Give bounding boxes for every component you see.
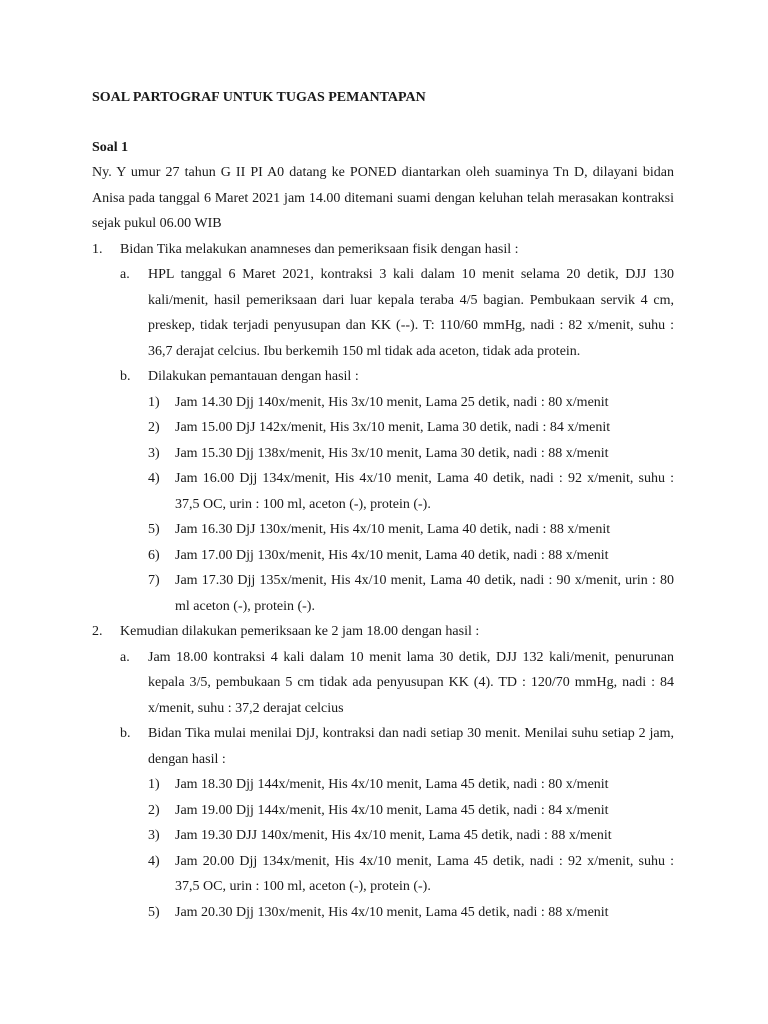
list-marker: b. [120, 369, 131, 384]
sub-item [92, 262, 674, 364]
list-marker: 1) [148, 394, 160, 410]
list-marker: a. [120, 267, 130, 282]
sub-item [92, 364, 674, 390]
observation-item [92, 390, 674, 416]
case-intro: Ny. Y umur 27 tahun G II PI A0 datang ke PONED diantarkan oleh suaminya Tn D, dilayani bidan Anisa pada tanggal 6 Maret 2021 jam 14.00 ditemani suami dengan keluhan telah merasakan kontraksi sejak pukul 06.00 WIB [92, 165, 674, 231]
list-text: Kemudian dilakukan pemeriksaan ke 2 jam 18.00 dengan hasil : [120, 624, 480, 639]
question-item [92, 619, 674, 645]
list-marker: 4) [148, 853, 160, 869]
soal-heading: Soal 1 [92, 140, 129, 155]
list-text: Jam 19.00 Djj 144x/menit, His 4x/10 menit, Lama 45 detik, nadi : 84 x/menit [175, 802, 609, 818]
observation-item [92, 568, 674, 619]
list-text: Jam 16.30 DjJ 130x/menit, His 4x/10 menit, Lama 40 detik, nadi : 88 x/menit [175, 522, 611, 537]
list-marker: b. [120, 726, 131, 741]
observation-item [92, 517, 674, 543]
list-marker: 2. [92, 624, 103, 639]
list-text: Jam 16.00 Djj 134x/menit, His 4x/10 menit, Lama 40 detik, nadi : 92 x/menit, suhu : 37,5 OC, urin : 100 ml, aceton (-), protein (-). [175, 471, 674, 512]
observation-item [92, 543, 674, 569]
list-text: Jam 14.30 Djj 140x/menit, His 3x/10 menit, Lama 25 detik, nadi : 80 x/menit [175, 394, 609, 410]
list-marker: 1) [148, 777, 160, 792]
list-text: Jam 18.30 Djj 144x/menit, His 4x/10 menit, Lama 45 detik, nadi : 80 x/menit [175, 777, 609, 792]
observation-item [92, 849, 674, 900]
list-marker: 4) [148, 471, 160, 486]
list-text: Jam 20.30 Djj 130x/menit, His 4x/10 menit, Lama 45 detik, nadi : 88 x/menit [175, 904, 609, 920]
list-text: Jam 15.30 Djj 138x/menit, His 3x/10 menit, Lama 30 detik, nadi : 88 x/menit [175, 445, 609, 461]
list-marker: 3) [148, 828, 160, 843]
sub-item [92, 645, 674, 722]
list-text: Jam 17.00 Djj 130x/menit, His 4x/10 menit, Lama 40 detik, nadi : 88 x/menit [175, 547, 609, 563]
observation-item [92, 772, 674, 798]
document-body [92, 86, 674, 925]
list-text: HPL tanggal 6 Maret 2021, kontraksi 3 kali dalam 10 menit selama 20 detik, DJJ 130 kali/menit, hasil pemeriksaan dari luar kepala teraba 4/5 bagian. Pembukaan servik 4 cm, preskep, tidak terjadi penyusupan dan KK (--). T: 110/60 mmHg, nadi : 82 x/menit, suhu : 36,7 derajat celcius. Ibu berkemih 150 ml tidak ada aceton, tidak ada protein. [148, 267, 674, 359]
observation-item [92, 441, 674, 467]
list-marker: 5) [148, 522, 160, 537]
observation-item [92, 798, 674, 824]
list-marker: 3) [148, 445, 160, 461]
list-marker: 6) [148, 547, 160, 563]
list-text: Bidan Tika melakukan anamneses dan pemeriksaan fisik dengan hasil : [120, 241, 519, 257]
document-title: SOAL PARTOGRAF UNTUK TUGAS PEMANTAPAN [92, 90, 426, 105]
list-marker: 1. [92, 241, 103, 257]
list-text: Jam 19.30 DJJ 140x/menit, His 4x/10 menit, Lama 45 detik, nadi : 88 x/menit [175, 828, 612, 843]
observation-item [92, 466, 674, 517]
observation-item [92, 900, 674, 926]
list-text: Jam 17.30 Djj 135x/menit, His 4x/10 menit, Lama 40 detik, nadi : 90 x/menit, urin : 80 ml aceton (-), protein (-). [175, 573, 674, 614]
list-marker: 7) [148, 573, 160, 588]
list-text: Bidan Tika mulai menilai DjJ, kontraksi dan nadi setiap 30 menit. Menilai suhu setiap 2 jam, dengan hasil : [148, 726, 674, 767]
list-marker: 2) [148, 420, 160, 435]
list-text: Jam 18.00 kontraksi 4 kali dalam 10 menit lama 30 detik, DJJ 132 kali/menit, penurunan kepala 3/5, pembukaan 5 cm tidak ada penyusupan KK (4). TD : 120/70 mmHg, nadi : 84 x/menit, suhu : 37,2 derajat celcius [148, 649, 674, 716]
list-marker: a. [120, 649, 130, 665]
list-marker: 5) [148, 904, 160, 920]
sub-item [92, 721, 674, 772]
list-text: Jam 20.00 Djj 134x/menit, His 4x/10 menit, Lama 45 detik, nadi : 92 x/menit, suhu : 37,5 OC, urin : 100 ml, aceton (-), protein (-). [175, 853, 674, 894]
list-text: Dilakukan pemantauan dengan hasil : [148, 369, 359, 384]
observation-item [92, 415, 674, 441]
observation-item [92, 823, 674, 849]
list-text: Jam 15.00 DjJ 142x/menit, His 3x/10 menit, Lama 30 detik, nadi : 84 x/menit [175, 420, 611, 435]
list-marker: 2) [148, 802, 160, 818]
question-item [92, 237, 674, 263]
question-list [92, 237, 674, 926]
